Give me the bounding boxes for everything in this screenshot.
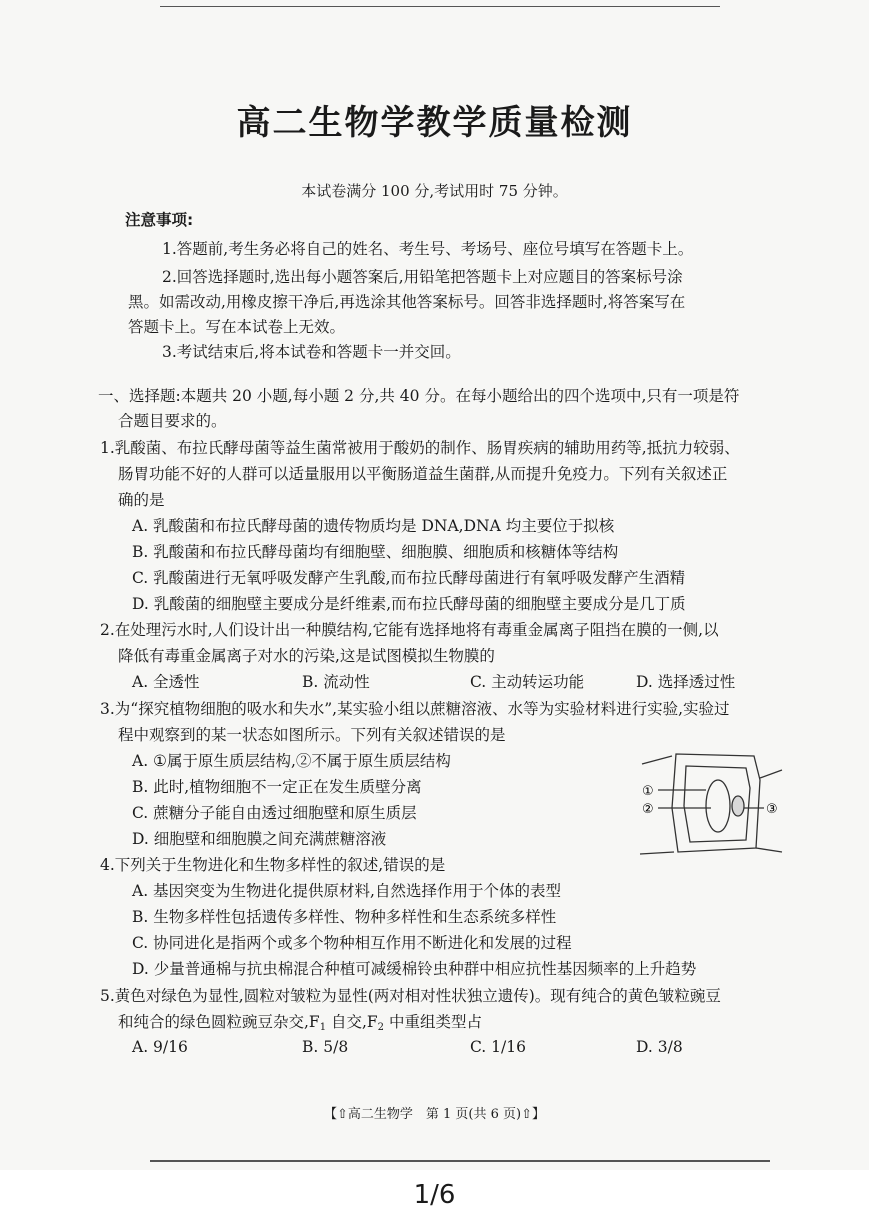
q4-option-d: D. 少量普通棉与抗虫棉混合种植可减缓棉铃虫种群中相应抗性基因频率的上升趋势: [132, 960, 697, 978]
adjacent-cell-edge: [756, 848, 782, 852]
q2-option-b: B. 流动性: [302, 673, 370, 691]
page-title: 高二生物学教学质量检测: [236, 103, 633, 143]
q1-stem: 肠胃功能不好的人群可以适量服用以平衡肠道益生菌群,从而提升免疫力。下列有关叙述正: [118, 465, 728, 483]
q1-stem: 确的是: [118, 491, 165, 509]
scan-edge-line: [160, 6, 720, 7]
q1-option-a: A. 乳酸菌和布拉氏酵母菌的遗传物质均是 DNA,DNA 均主要位于拟核: [132, 517, 615, 535]
label-1: ①: [642, 784, 654, 799]
label-3: ③: [766, 802, 778, 817]
notice-line: 答题卡上。写在本试卷上无效。: [128, 318, 346, 336]
notice-heading: 注意事项:: [125, 211, 194, 229]
exam-subtitle: 本试卷满分 100 分,考试用时 75 分钟。: [301, 182, 568, 200]
q5-option-b: B. 5/8: [302, 1038, 349, 1056]
q2-stem: 2.在处理污水时,人们设计出一种膜结构,它能有选择地将有毒重金属离子阻挡在膜的一侧,以: [100, 621, 719, 639]
scan-edge-line: [150, 1160, 770, 1162]
q4-option-c: C. 协同进化是指两个或多个物种相互作用不断进化和发展的过程: [132, 934, 572, 952]
q3-option-a: A. ①属于原生质层结构,②不属于原生质层结构: [132, 752, 451, 770]
page-footer: 【⇧高二生物学 第 1 页(共 6 页)⇧】: [323, 1107, 545, 1122]
q3-option-d: D. 细胞壁和细胞膜之间充满蔗糖溶液: [132, 830, 387, 848]
q2-option-d: D. 选择透过性: [636, 673, 736, 691]
q1-stem: 1.乳酸菌、布拉氏酵母菌等益生菌常被用于酸奶的制作、肠胃疾病的辅助用药等,抵抗力较弱、: [100, 439, 740, 457]
q5-stem-cont: 和纯合的绿色圆粒豌豆杂交$,F_1$ 自交$,F_2$ 中重组类型占: [118, 1013, 482, 1033]
section-heading: 一、选择题:本题共 20 小题,每小题 2 分,共 40 分。在每小题给出的四个选项中,只有一项是符: [98, 387, 740, 405]
notice-line: 黑。如需改动,用橡皮擦干净后,再选涂其他答案标号。回答非选择题时,将答案写在: [128, 293, 686, 311]
q2-option-c: C. 主动转运功能: [470, 673, 585, 691]
q1-option-d: D. 乳酸菌的细胞壁主要成分是纤维素,而布拉氏酵母菌的细胞壁主要成分是几丁质: [132, 595, 686, 613]
q5-option-d: D. 3/8: [636, 1038, 683, 1056]
q2-stem: 降低有毒重金属离子对水的污染,这是试图模拟生物膜的: [118, 647, 495, 665]
label-2: ②: [642, 802, 654, 817]
q4-option-a: A. 基因突变为生物进化提供原材料,自然选择作用于个体的表型: [132, 882, 561, 900]
q3-option-c: C. 蔗糖分子能自由透过细胞壁和原生质层: [132, 804, 417, 822]
q3-stem: 3.为“探究植物细胞的吸水和失水”,某实验小组以蔗糖溶液、水等为实验材料进行实验,实验过: [100, 700, 730, 718]
q1-option-c: C. 乳酸菌进行无氧呼吸发酵产生乳酸,而布拉氏酵母菌进行有氧呼吸发酵产生酒精: [132, 569, 686, 587]
q5-option-c: C. 1/16: [470, 1038, 526, 1056]
q5-option-a: A. 9/16: [132, 1038, 188, 1056]
q2-option-a: A. 全透性: [132, 673, 200, 691]
page-indicator: 1/6: [413, 1180, 456, 1210]
notice-line: 1.答题前,考生务必将自己的姓名、考生号、考场号、座位号填写在答题卡上。: [162, 240, 694, 258]
q4-stem: 4.下列关于生物进化和生物多样性的叙述,错误的是: [100, 856, 446, 874]
nucleus: [732, 796, 744, 816]
adjacent-cell-edge: [642, 756, 672, 764]
plant-cell-diagram: [636, 748, 786, 860]
q3-stem: 程中观察到的某一状态如图所示。下列有关叙述错误的是: [118, 726, 506, 744]
adjacent-cell-edge: [760, 770, 782, 778]
vacuole: [706, 780, 730, 832]
notice-line: 3.考试结束后,将本试卷和答题卡一并交回。: [162, 343, 461, 361]
q4-option-b: B. 生物多样性包括遗传多样性、物种多样性和生态系统多样性: [132, 908, 557, 926]
q3-option-b: B. 此时,植物细胞不一定正在发生质壁分离: [132, 778, 422, 796]
q1-option-b: B. 乳酸菌和布拉氏酵母菌均有细胞壁、细胞膜、细胞质和核糖体等结构: [132, 543, 619, 561]
section-heading-cont: 合题目要求的。: [118, 412, 227, 430]
q5-stem: 5.黄色对绿色为显性,圆粒对皱粒为显性(两对相对性状独立遗传)。现有纯合的黄色皱粒豌豆: [100, 987, 721, 1005]
adjacent-cell-edge: [640, 852, 674, 854]
notice-line: 2.回答选择题时,选出每小题答案后,用铅笔把答题卡上对应题目的答案标号涂: [162, 268, 683, 286]
